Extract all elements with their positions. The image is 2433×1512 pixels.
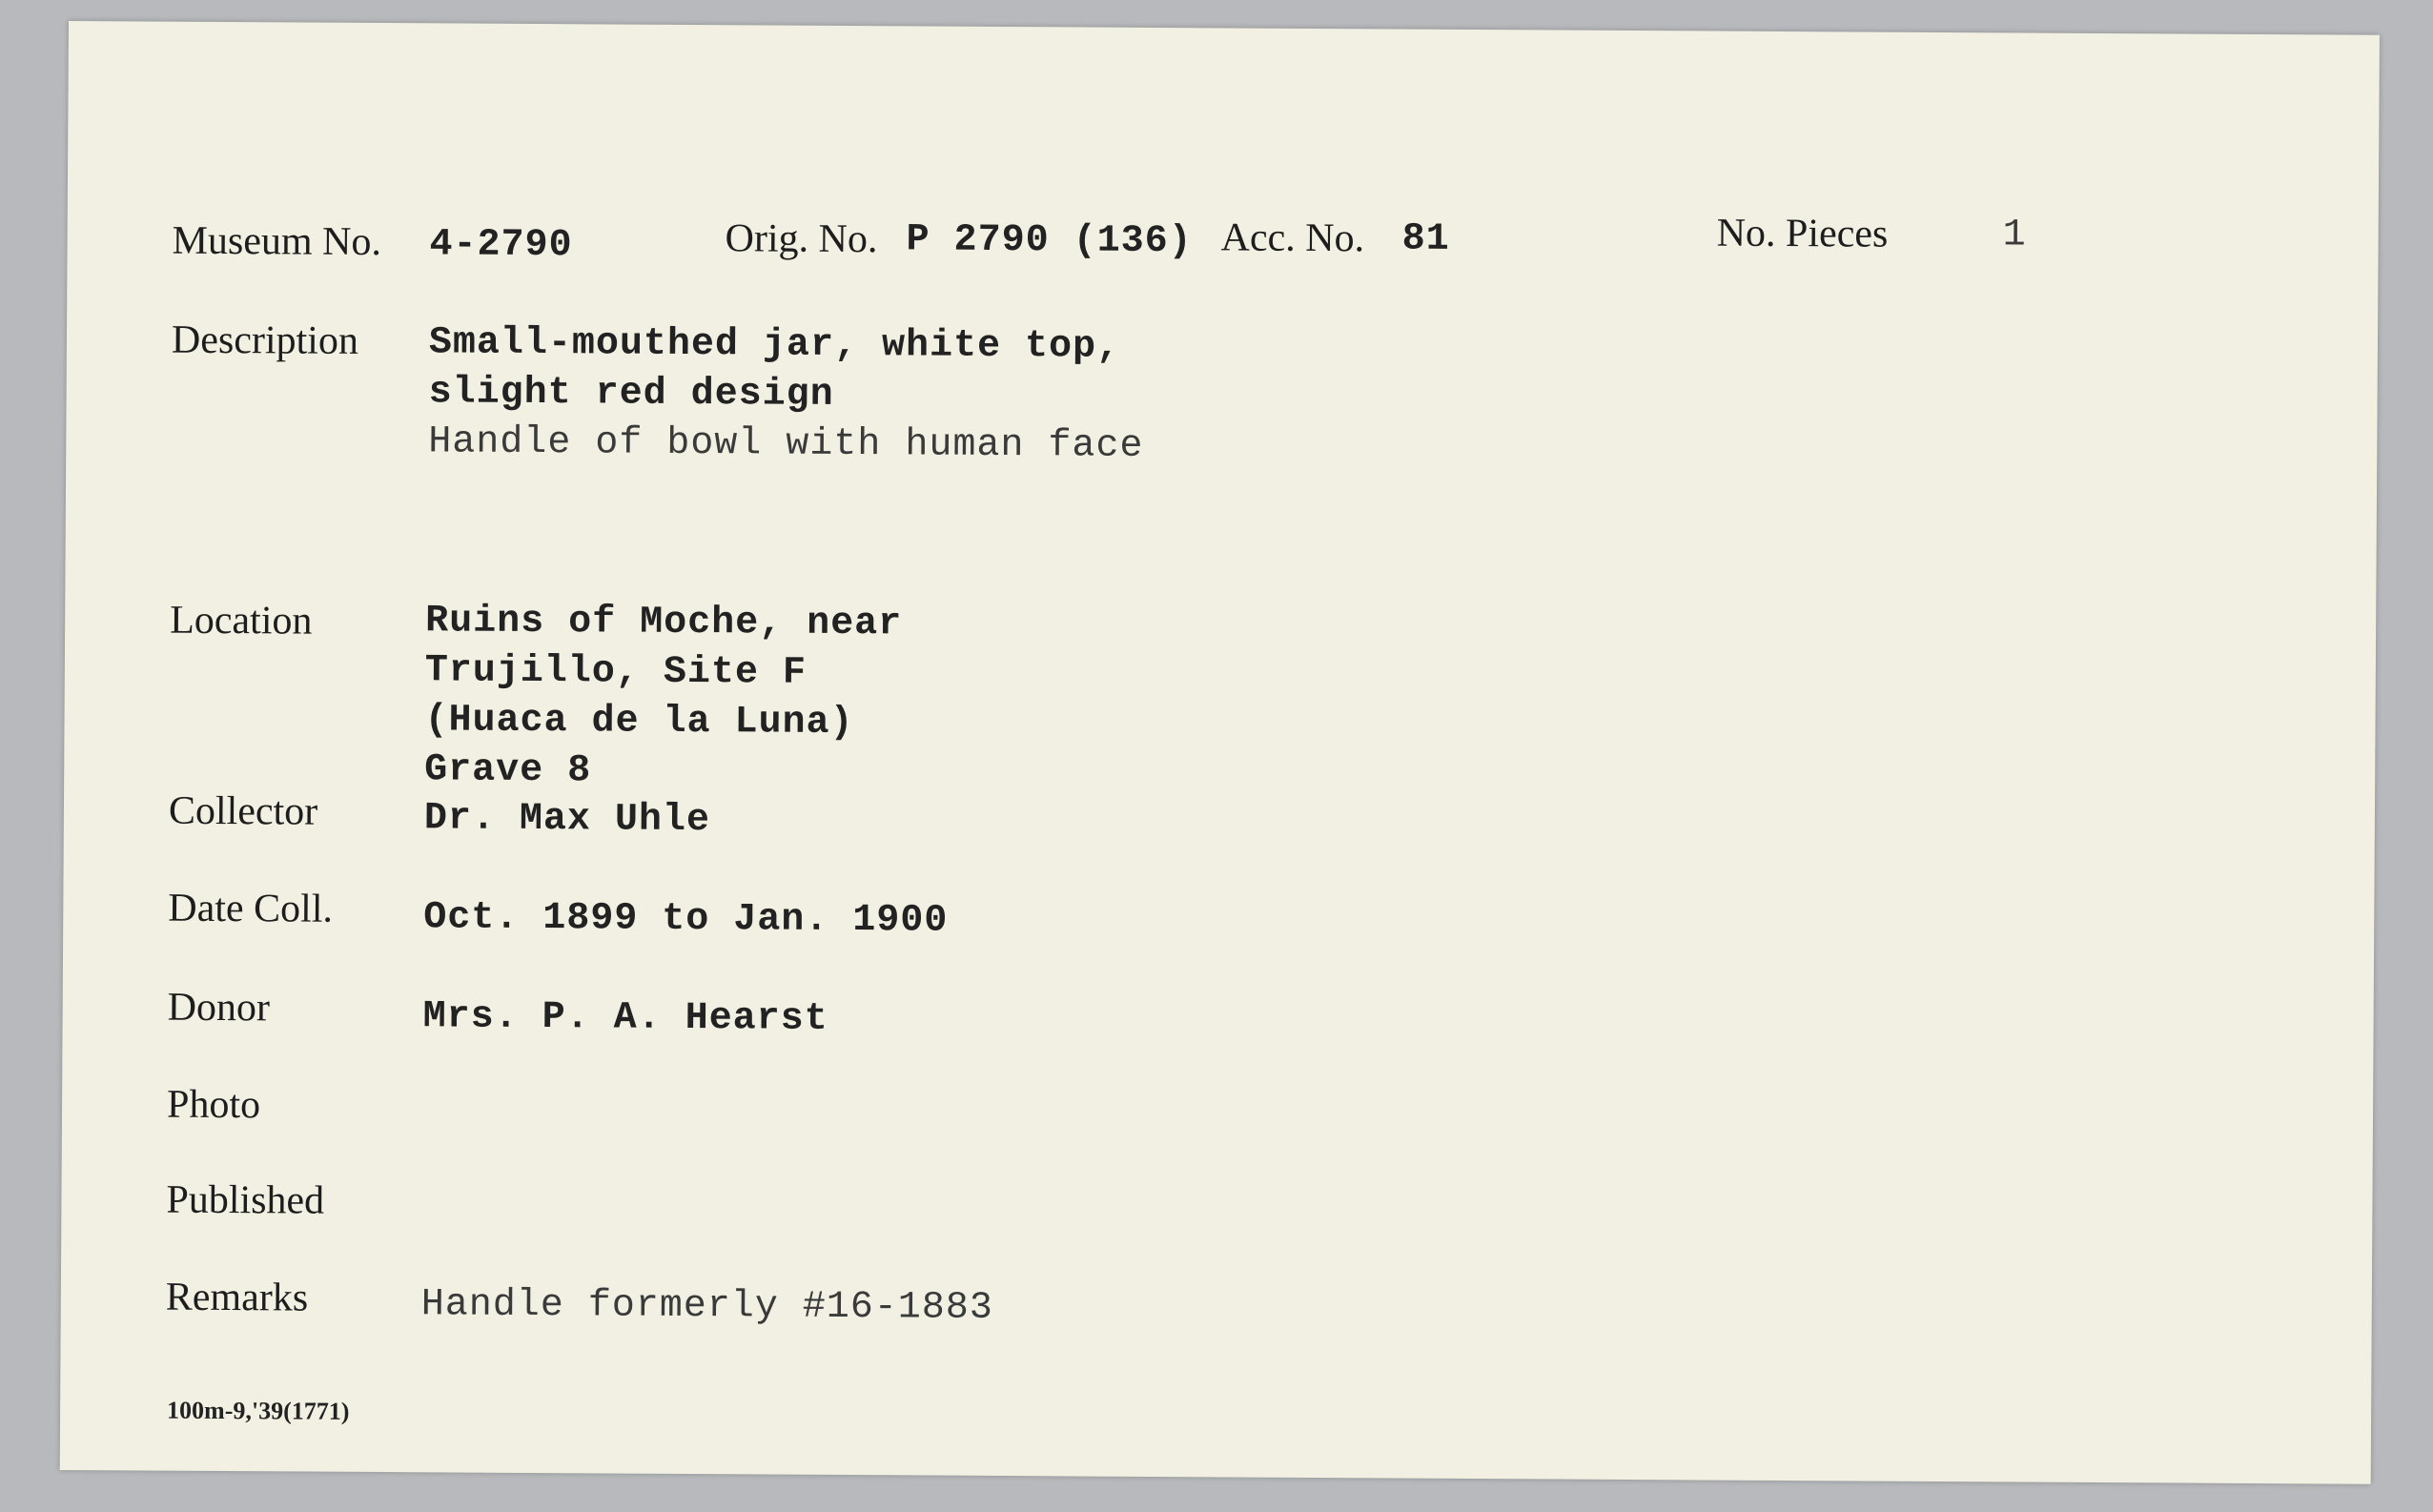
acc-no-value: 81 bbox=[1401, 217, 1450, 261]
orig-no-label: Orig. No. bbox=[725, 216, 878, 262]
print-code: 100m-9,'39(1771) bbox=[167, 1396, 350, 1425]
collector-value: Dr. Max Uhle bbox=[423, 797, 711, 843]
donor-label: Donor bbox=[167, 985, 271, 1031]
description-label: Description bbox=[171, 317, 359, 363]
photo-label: Photo bbox=[166, 1082, 261, 1128]
remarks-value: Handle formerly #16-1883 bbox=[420, 1283, 993, 1330]
location-label: Location bbox=[170, 598, 313, 644]
donor-value: Mrs. P. A. Hearst bbox=[422, 995, 828, 1041]
location-line: Grave 8 bbox=[424, 748, 592, 793]
museum-no-label: Museum No. bbox=[172, 218, 382, 265]
location-line: (Huaca de la Luna) bbox=[424, 699, 854, 746]
date-coll-value: Oct. 1899 to Jan. 1900 bbox=[423, 896, 949, 943]
no-pieces-label: No. Pieces bbox=[1716, 211, 1889, 256]
location-line: Ruins of Moche, near bbox=[425, 600, 903, 646]
remarks-label: Remarks bbox=[165, 1275, 309, 1320]
no-pieces-value: 1 bbox=[2002, 214, 2027, 257]
location-lines bbox=[424, 597, 902, 798]
date-coll-label: Date Coll. bbox=[168, 886, 334, 931]
orig-no-value: P 2790 (136) bbox=[906, 218, 1193, 264]
description-line: Small-mouthed jar, white top, bbox=[428, 321, 1121, 369]
collector-label: Collector bbox=[168, 788, 318, 834]
catalog-card bbox=[60, 21, 2380, 1484]
acc-no-label: Acc. No. bbox=[1220, 215, 1365, 261]
location-line: Trujillo, Site F bbox=[424, 649, 808, 695]
description-line: Handle of bowl with human face bbox=[428, 420, 1144, 468]
description-lines bbox=[428, 318, 1144, 472]
description-line: slight red design bbox=[428, 371, 834, 417]
museum-no-value: 4-2790 bbox=[429, 223, 573, 268]
published-label: Published bbox=[166, 1177, 325, 1223]
